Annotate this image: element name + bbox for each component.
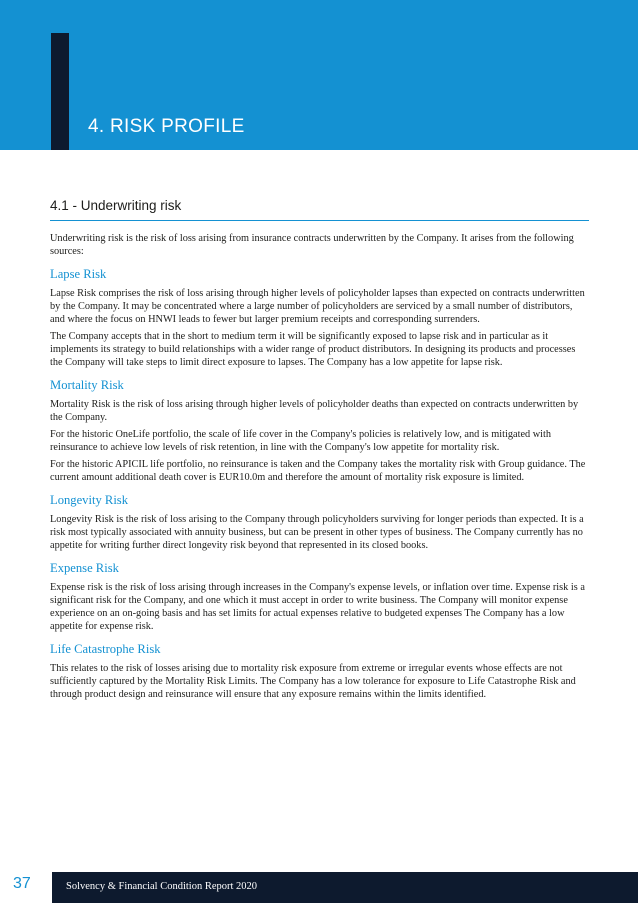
section-title: 4. RISK PROFILE [88,116,245,137]
subsection-title: 4.1 - Underwriting risk [50,198,182,213]
life-catastrophe-risk-heading: Life Catastrophe Risk [50,642,161,656]
banner-accent-bar [51,33,69,150]
life-catastrophe-risk-paragraph: This relates to the risk of losses arising due to mortality risk exposure from extreme or irregular events whose effects are not sufficiently captured by the Mortality Risk Limits. The Company has a low tolerance for exposure to Life Catastrophe Risk and through product design and reinsurance will ensure that any exposure remains within the limits identified. [50,663,576,700]
lapse-risk-heading: Lapse Risk [50,267,107,281]
header-banner [0,0,638,150]
longevity-risk-heading: Longevity Risk [50,493,129,507]
mortality-risk-heading: Mortality Risk [50,378,124,392]
lapse-risk-paragraph: Lapse Risk comprises the risk of loss arising through higher levels of policyholder lapses than expected on contracts underwritten by the Company. It may be concentrated where a large number of policyholders are serviced by a small number of distributors, and where the focus on HNWI leads to fewer but larger premium receipts and corresponding surrenders. [50,288,585,325]
main-content [50,198,589,705]
expense-risk-paragraph: Expense risk is the risk of loss arising through increases in the Company's expense levels, or inflation over time. Expense risk is a significant risk for the Company, and one which it must accept in order to write business. The Company will monitor expense experience on an on-going basis and has set limits for actual expenses relative to budgeted expenses The Company has a low appetite for expense risk. [50,582,585,632]
mortality-risk-paragraph: For the historic APICIL life portfolio, no reinsurance is taken and the Company takes the mortality risk with Group guidance. The current amount additional death cover is EUR10.0m and therefore the amount of mortality risk exposure is limited. [50,459,586,483]
longevity-risk-paragraph: Longevity Risk is the risk of loss arising to the Company through policyholders surviving for longer periods than expected. It is a risk most typically associated with annuity business, but can be present in other types of business. The Company currently has no appetite for writing further direct longevity risk beyond that represented in its closed books. [50,514,584,551]
page-number: 37 [13,875,31,892]
report-title: Solvency & Financial Condition Report 2020 [66,881,258,892]
footer-bar [52,872,638,903]
divider [50,220,589,221]
intro-paragraph: Underwriting risk is the risk of loss arising from insurance contracts underwritten by the Company. It arises from the following sources: [50,233,574,257]
expense-risk-heading: Expense Risk [50,561,119,575]
lapse-risk-paragraph: The Company accepts that in the short to medium term it will be significantly exposed to lapse risk and in particular as it implements its strategy to build relationships with a wider range of product distributors. In designing its products and processes the Company will take steps to limit direct exposure to lapses. The Company has a low appetite for lapse risk. [50,331,576,368]
mortality-risk-paragraph: Mortality Risk is the risk of loss arising through higher levels of policyholder deaths than expected on contracts underwritten by the Company. [50,399,579,423]
mortality-risk-paragraph: For the historic OneLife portfolio, the scale of life cover in the Company's policies is relatively low, and is mitigated with reinsurance to achieve low levels of risk retention, in line with the Company's low appetite for mortality risk. [50,429,552,453]
